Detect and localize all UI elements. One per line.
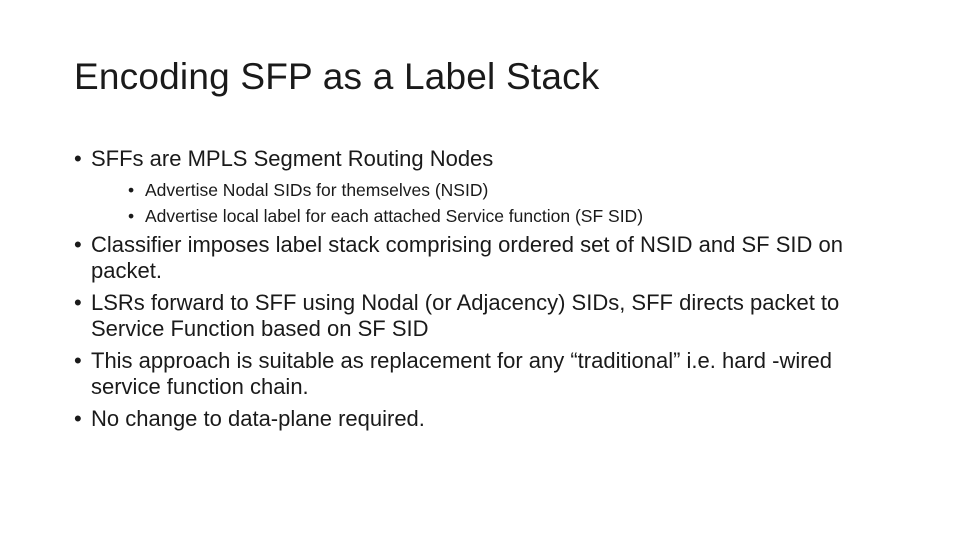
bullet-dot: • [128,206,135,226]
bullet-classifier [74,232,904,284]
bullet-dot: • [128,180,135,200]
bullet-sffs-segment-routing [74,146,904,172]
bullet-dot: • [74,146,82,171]
bullet-dot: • [74,406,82,431]
bullet-no-change [74,406,904,432]
slide-body [74,146,904,438]
sub-bullet-nodal-sids [128,178,904,202]
bullet-text: SFFs are MPLS Segment Routing Nodes [91,146,494,171]
bullet-text: This approach is suitable as replacement for any “traditional” i.e. hard -wired service function chain. [91,348,833,399]
bullet-text: Classifier imposes label stack comprising ordered set of NSID and SF SID on packet. [91,232,843,283]
bullet-lsrs-forward [74,290,904,342]
sub-bullet-local-label [128,204,904,228]
slide-title: Encoding SFP as a Label Stack [74,56,600,97]
bullet-text: Advertise Nodal SIDs for themselves (NSID) [145,180,489,200]
bullet-dot: • [74,290,82,315]
bullet-approach-suitable [74,348,904,400]
bullet-text: LSRs forward to SFF using Nodal (or Adjacency) SIDs, SFF directs packet to Service Function based on SF SID [91,290,840,341]
bullet-dot: • [74,232,82,257]
bullet-text: No change to data-plane required. [91,406,425,431]
bullet-dot: • [74,348,82,373]
bullet-text: Advertise local label for each attached Service function (SF SID) [145,206,644,226]
